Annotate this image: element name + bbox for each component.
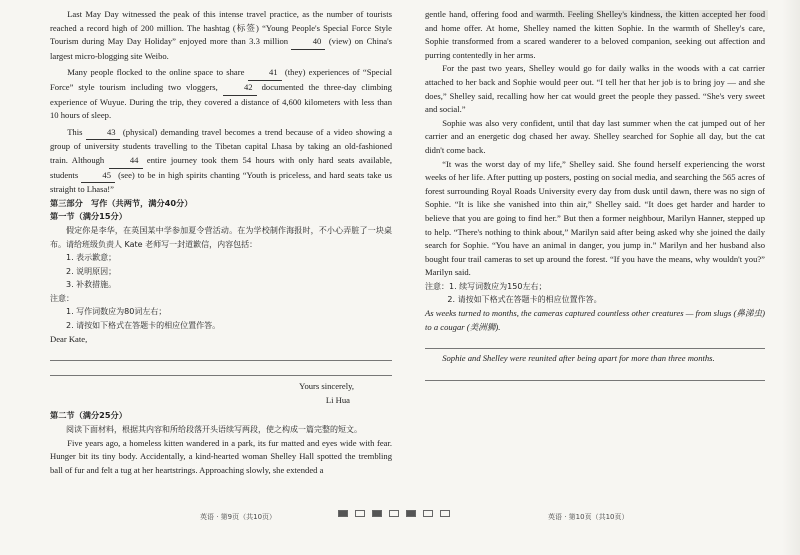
answer-line[interactable] [425,368,765,381]
task1-item-2: 2. 说明原因； [66,266,117,276]
story-paragraph-2: For the past two years, Shelley would go for daily walks in the woods with a cat carrier attached to her back and Sophie would peer out. “I tell her that her job is to bring joy — and she does,” Shelley said, recalling how her cat would greet the people they passed. “She's very sweet and social.” [425,63,765,115]
page-footer-right: 英语 · 第10页（共10页） [548,513,629,521]
left-page [50,8,392,477]
letter-closing: Yours sincerely, [299,381,354,392]
registration-mark [355,510,365,517]
blank-41[interactable]: 41 [248,66,282,81]
passage-paragraph-3: This 43 (physical) demanding travel becomes a trend because of a video showing a group of university students travelling to the Tibetan capital Lhasa by taking an old-fashioned train. Although 44 entire journey took them 54 hours with only hard seats available, students 45 (see) to be in high spirits chanting “Youth is priceless, and hard seats take us straight to Lhasa!” [50,126,393,195]
task1-item-1: 1. 表示歉意； [66,253,117,263]
section1-heading: 第一节（满分15分） [50,211,127,222]
task1-note-2: 2. 请按如下格式在答题卡的相应位置作答。 [66,321,221,331]
blank-45[interactable]: 45 [81,169,115,184]
part3-heading: 第三部分 写作（共两节，满分40分） [50,197,193,208]
blank-40[interactable]: 40 [291,35,325,50]
registration-mark [406,510,416,517]
task1-note-1: 1. 写作词数应为80词左右； [66,307,167,317]
answer-line[interactable] [425,336,765,349]
blank-44[interactable]: 44 [109,154,143,169]
continuation-prompt-1: As weeks turned to months, the cameras captured countless other creatures — from slugs (鼻涕虫) to a cougar (美洲狮). [425,308,765,332]
registration-mark [389,510,399,517]
page-footer-left: 英语 · 第9页（共10页） [200,513,277,521]
answer-line[interactable] [50,348,392,361]
registration-marks [338,510,450,517]
passage-paragraph-1: Last May Day witnessed the peak of this intense travel practice, as the number of tourists reached a record high of 200 million. The hashtag (标签) “Young People's Special Force Style Tourism during May Day Holiday” enjoyed more than 3.3 million 40 (view) on China's largest micro-blogging site Weibo. [50,9,392,61]
task2-note-2: 2. 请按如下格式在答题卡的相应位置作答。 [447,295,602,305]
section2-heading: 第二节（满分25分） [50,410,127,421]
registration-mark [372,510,382,517]
story-paragraph-1-cont: gentle hand, offering food and warmth. Feeling Shelley's kindness, the kitten accepted her food and home offer. At home, Shelley named the kitten Sophie. In the warmth of Shelley's care, Sophie transformed from a scared wanderer to a beloved companion, seeking out affection and purring contentedly in her arms. [425,9,765,60]
passage-paragraph-2: Many people flocked to the online space to share 41 (they) experiences of “Special Force” style tourism including two vloggers, 42 documented the three-day climbing experience of Wuyue. During the trip, they covered a distance of 4,600 kilometers with less than 10 hours of sleep. [50,67,392,121]
blank-43[interactable]: 43 [86,126,120,141]
story-paragraph-4: “It was the worst day of my life,” Shelley said. She found herself experiencing the worst weeks of her life. After putting up posters, posting on social media, and searching the 565 acres of forest surrounding Royal Roads University every day from dusk until dawn, there was no sign of Sophie. “It is like she vanished into thin air,” Shelley said. “It does get harder and harder to believe that you are going to find her.” But then a former neighbour, Marilyn Hanner, stepped up to help. “There's nothing to think about,” Marilyn said after being asked why she joined the daily search for Sophie. “You have an animal in danger, you jump in.” Marilyn and her husband also bought four trail cameras to set up around the forest. “If you have the means, why wouldn't you?” Marilyn said. [425,158,765,278]
task1-item-3: 3. 补救措施。 [66,280,117,290]
task1-instructions: 假定你是李华，在英国某中学参加夏令营活动。在为学校制作海报时，不小心弄脏了一块桌布。请给班级负责人 Kate 老师写一封道歉信，内容包括： [50,225,392,249]
page-edge [782,0,800,555]
answer-line[interactable] [50,363,392,376]
task2-instructions: 阅读下面材料，根据其内容和所给段落开头语续写两段，使之构成一篇完整的短文。 [66,425,362,435]
task1-note-label: 注意： [50,293,74,303]
right-page [425,8,765,383]
registration-mark [423,510,433,517]
letter-signature: Li Hua [325,394,350,405]
story-paragraph-1: Five years ago, a homeless kitten wandered in a park, its fur matted and eyes wide with fear. Hunger bit its tiny body. Accidentally, a kind-hearted woman Shelley Hall spotted the trembling ball of fur and felt a tug at her heartstrings. Approaching slowly, she extended a [50,437,392,475]
blank-42[interactable]: 42 [223,81,257,96]
registration-mark [440,510,450,517]
letter-greeting: Dear Kate, [50,333,88,344]
story-paragraph-3: Sophie was also very confident, until that day last summer when the cat jumped out of her carrier and an energetic dog chased her away. Shelley searched for Sophie all day, but the cat didn't come back. [425,117,765,155]
continuation-prompt-2: Sophie and Shelley were reunited after being apart for more than three months. [442,353,715,364]
task2-note-1: 注意：1. 续写词数应为150左右； [425,281,547,291]
registration-mark [338,510,348,517]
